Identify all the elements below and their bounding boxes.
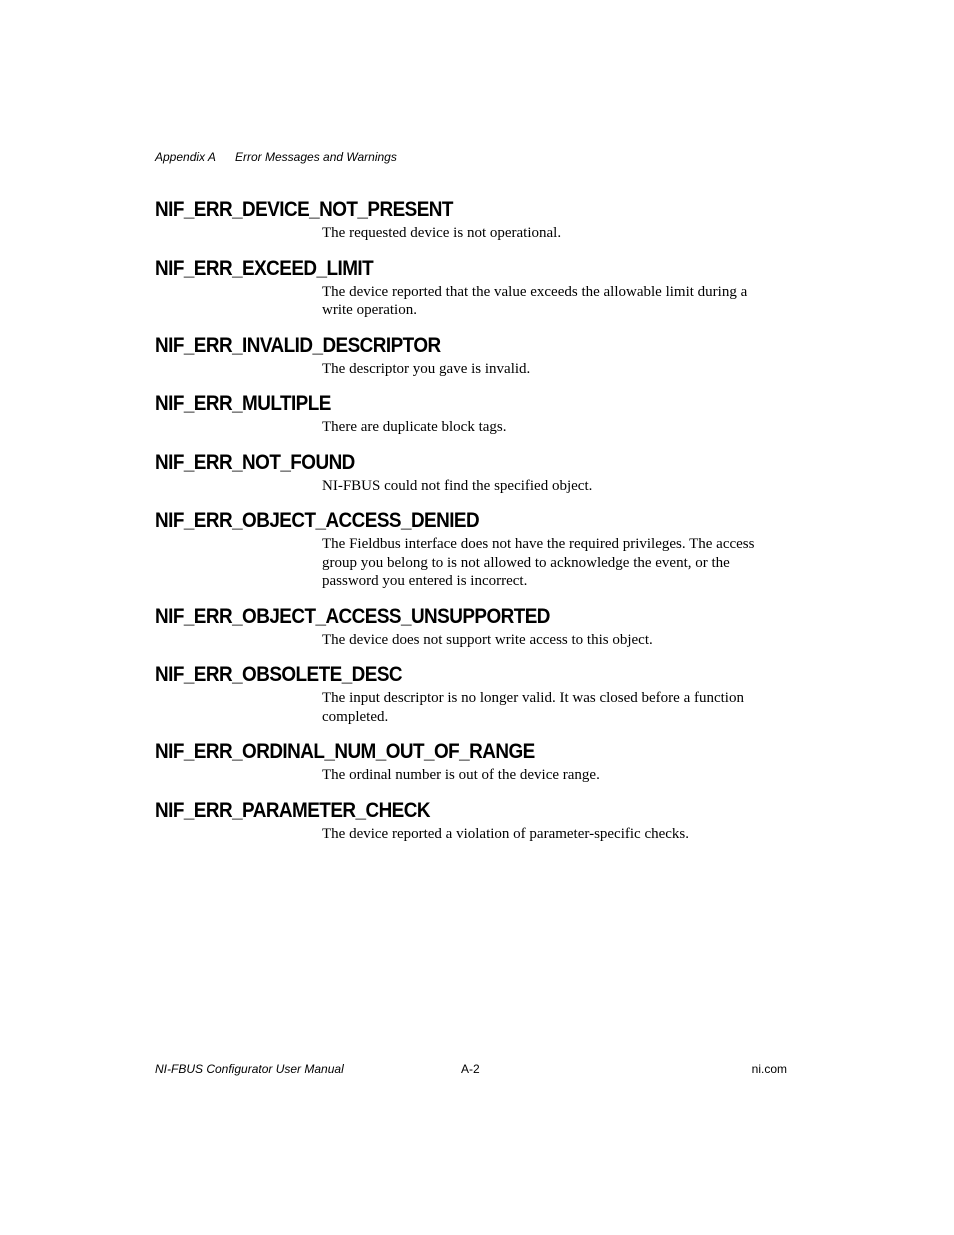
error-entry <box>155 449 795 496</box>
error-entry <box>155 196 795 243</box>
appendix-label: Appendix A <box>155 150 216 164</box>
error-entry <box>155 255 795 320</box>
page-number: A-2 <box>461 1062 480 1076</box>
error-code-title: NIF_ERR_INVALID_DESCRIPTOR <box>155 333 441 357</box>
error-description: NI-FBUS could not find the specified object. <box>322 477 593 494</box>
error-code-title: NIF_ERR_DEVICE_NOT_PRESENT <box>155 198 453 221</box>
error-code-title: NIF_ERR_OBSOLETE_DESC <box>155 663 403 686</box>
error-entry <box>155 603 795 650</box>
error-code-title: NIF_ERR_EXCEED_LIMIT <box>155 256 374 280</box>
website-link: ni.com <box>751 1062 787 1076</box>
error-description: The device reported a violation of parameter-specific checks. <box>322 825 690 842</box>
error-description: The device reported that the value exceeds the allowable limit during a write operation. <box>322 283 748 318</box>
error-entry <box>155 507 795 591</box>
error-description: The ordinal number is out of the device range. <box>322 767 600 783</box>
error-description: There are duplicate block tags. <box>322 419 507 435</box>
error-entry <box>155 797 795 844</box>
error-entry <box>155 390 795 437</box>
manual-title: NI-FBUS Configurator User Manual <box>155 1062 344 1076</box>
error-entry <box>155 332 795 379</box>
error-code-title: NIF_ERR_OBJECT_ACCESS_UNSUPPORTED <box>155 604 550 628</box>
error-code-title: NIF_ERR_ORDINAL_NUM_OUT_OF_RANGE <box>155 740 535 763</box>
running-footer <box>155 1062 787 1077</box>
error-description: The Fieldbus interface does not have the required privileges. The access group you belong to is not allowed to acknowledge the event, or the password you entered is incorrect. <box>322 536 755 589</box>
error-code-title: NIF_ERR_OBJECT_ACCESS_DENIED <box>155 509 480 532</box>
error-description: The device does not support write access to this object. <box>322 631 653 648</box>
error-code-title: NIF_ERR_NOT_FOUND <box>155 450 355 474</box>
error-description: The requested device is not operational. <box>322 225 562 241</box>
error-entry <box>155 661 795 726</box>
error-code-title: NIF_ERR_PARAMETER_CHECK <box>155 798 430 822</box>
error-description: The input descriptor is no longer valid. It was closed before a function completed. <box>322 690 744 725</box>
error-code-title: NIF_ERR_MULTIPLE <box>155 392 331 415</box>
error-list <box>155 196 795 855</box>
error-entry <box>155 738 795 785</box>
error-description: The descriptor you gave is invalid. <box>322 360 531 377</box>
running-header <box>155 150 397 165</box>
section-title: Error Messages and Warnings <box>235 150 397 164</box>
